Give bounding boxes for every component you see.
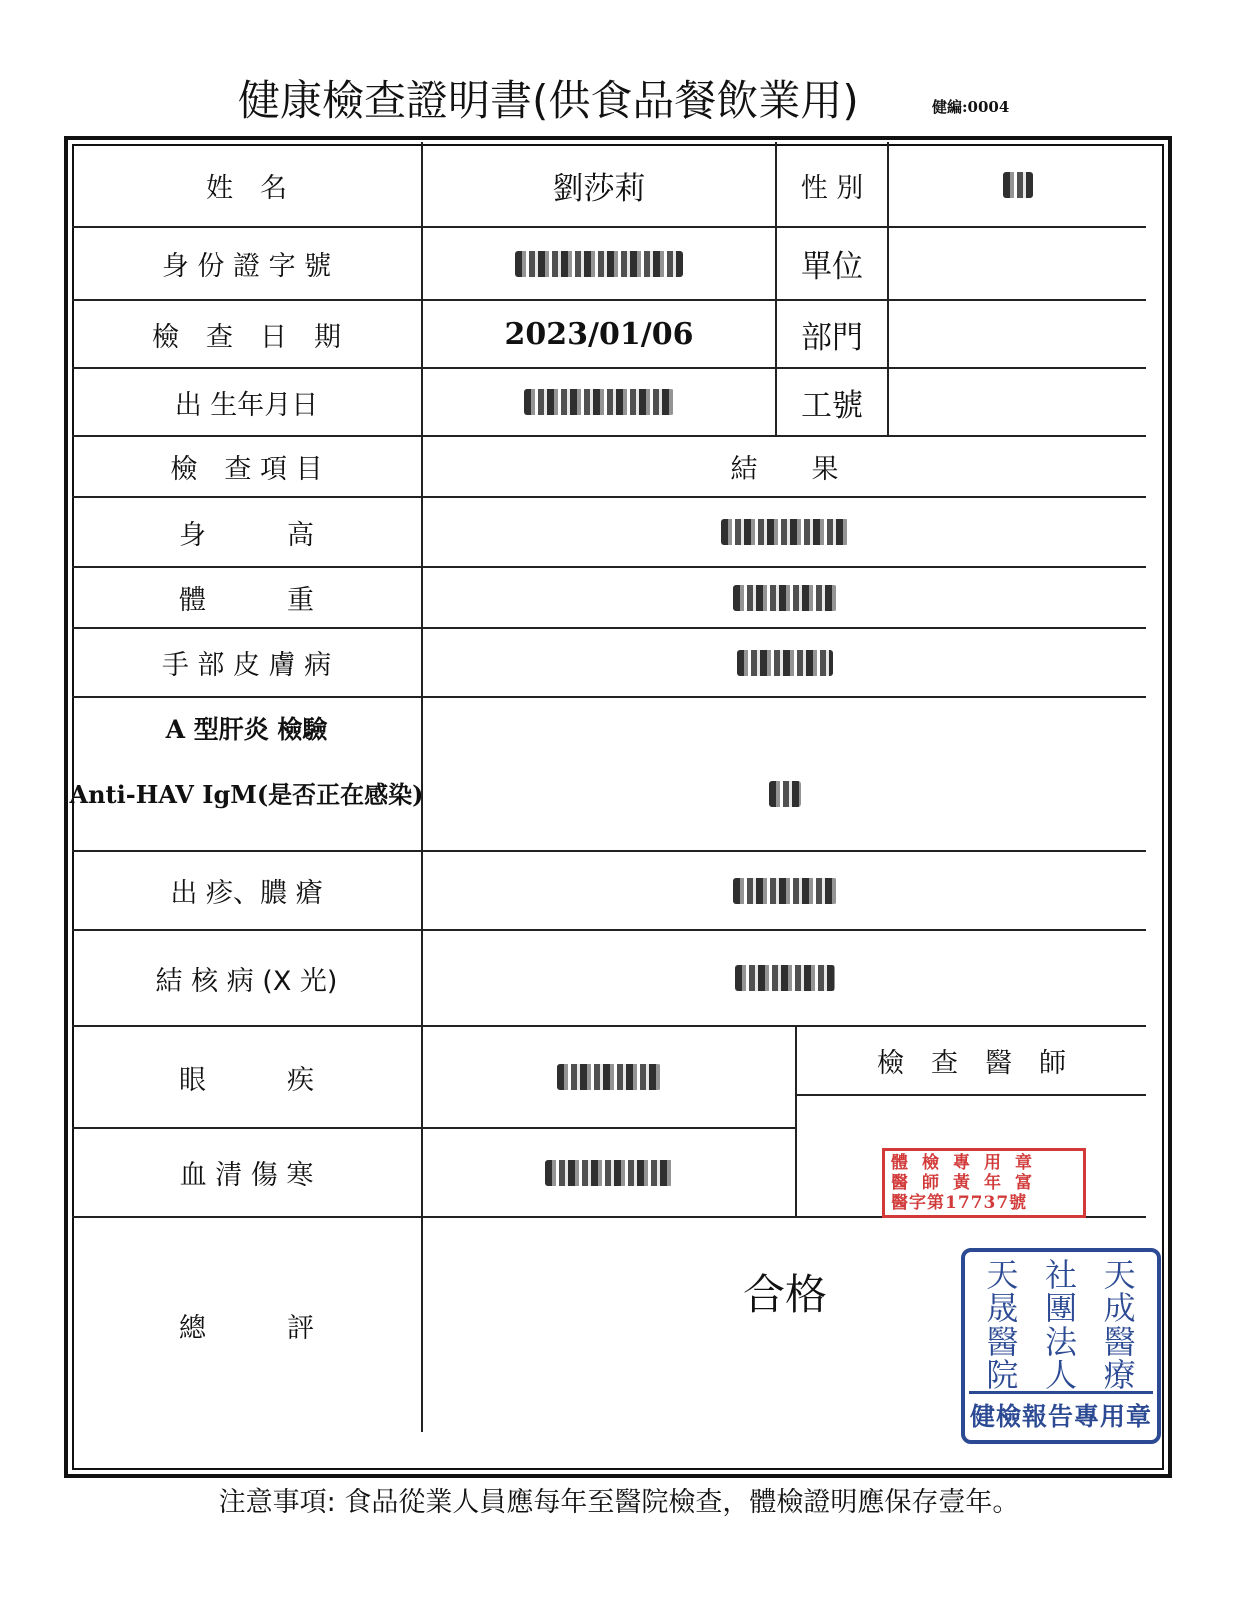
skin-disease-value-redacted (423, 629, 1146, 696)
overall-value: 合格 (742, 1270, 827, 1319)
document-title: 健康檢查證明書(供食品餐飲業用) (238, 76, 859, 125)
dept-label: 部門 (801, 319, 863, 356)
doctor-label: 檢 查 醫 師 (877, 1048, 1066, 1079)
typhoid-value-redacted (423, 1129, 795, 1216)
doctor-seal (882, 1148, 1086, 1218)
hav-label-line2: Anti-HAV IgM(是否正在感染) (69, 779, 424, 809)
doctor-seal-line3: 醫字第17737號 (891, 1192, 1028, 1213)
typhoid-label: 血 清 傷 寒 (179, 1160, 314, 1191)
gender-value-redacted (889, 144, 1146, 226)
rash-label: 出 疹、膿 瘡 (170, 878, 323, 909)
doctor-seal-line1: 體檢專用章 (891, 1152, 1046, 1173)
name-label: 姓 名 (206, 172, 287, 204)
name-value: 劉莎莉 (552, 170, 646, 207)
id-label: 身 份 證 字 號 (161, 251, 332, 282)
hav-label-line1: A 型肝炎 檢驗 (165, 715, 328, 744)
hospital-seal-footer: 健檢報告專用章 (969, 1391, 1153, 1436)
weight-label: 體 重 (179, 585, 314, 616)
doctor-seal-line2: 醫師黃年富 (891, 1172, 1046, 1193)
notice-text: 注意事項: 食品從業人員應每年至醫院檢查，體檢證明應保存壹年。 (218, 1487, 1020, 1518)
weight-value-redacted (423, 568, 1146, 627)
overall-label: 總 評 (179, 1312, 314, 1344)
exam-date-label: 檢 查 日 期 (152, 321, 341, 353)
document-code: 健編:0004 (932, 98, 1010, 116)
birth-label: 出 生年月日 (174, 389, 319, 421)
unit-label: 單位 (801, 249, 863, 285)
exam-result-header: 結 果 (730, 454, 839, 485)
hav-value-redacted (423, 698, 1146, 850)
tuberculosis-label: 結 核 病 (X 光) (155, 965, 338, 997)
height-value-redacted (423, 498, 1146, 566)
exam-item-header: 檢 查 項 目 (170, 454, 323, 485)
height-label: 身 高 (179, 519, 314, 551)
birth-value-redacted (423, 369, 775, 435)
rash-value-redacted (423, 852, 1146, 929)
hospital-seal: 天 社 天 晟 團 成 醫 法 醫 院 人 療 健檢報告專用章 (961, 1248, 1161, 1444)
eye-disease-label: 眼 疾 (179, 1064, 314, 1096)
gender-label: 性 別 (800, 172, 864, 204)
skin-disease-label: 手 部 皮 膚 病 (161, 650, 332, 681)
id-value-redacted (423, 228, 775, 299)
exam-date-value: 2023/01/06 (504, 316, 694, 352)
eye-disease-value-redacted (423, 1027, 795, 1127)
staff-no-label: 工號 (801, 387, 863, 424)
tuberculosis-value-redacted (423, 931, 1146, 1025)
